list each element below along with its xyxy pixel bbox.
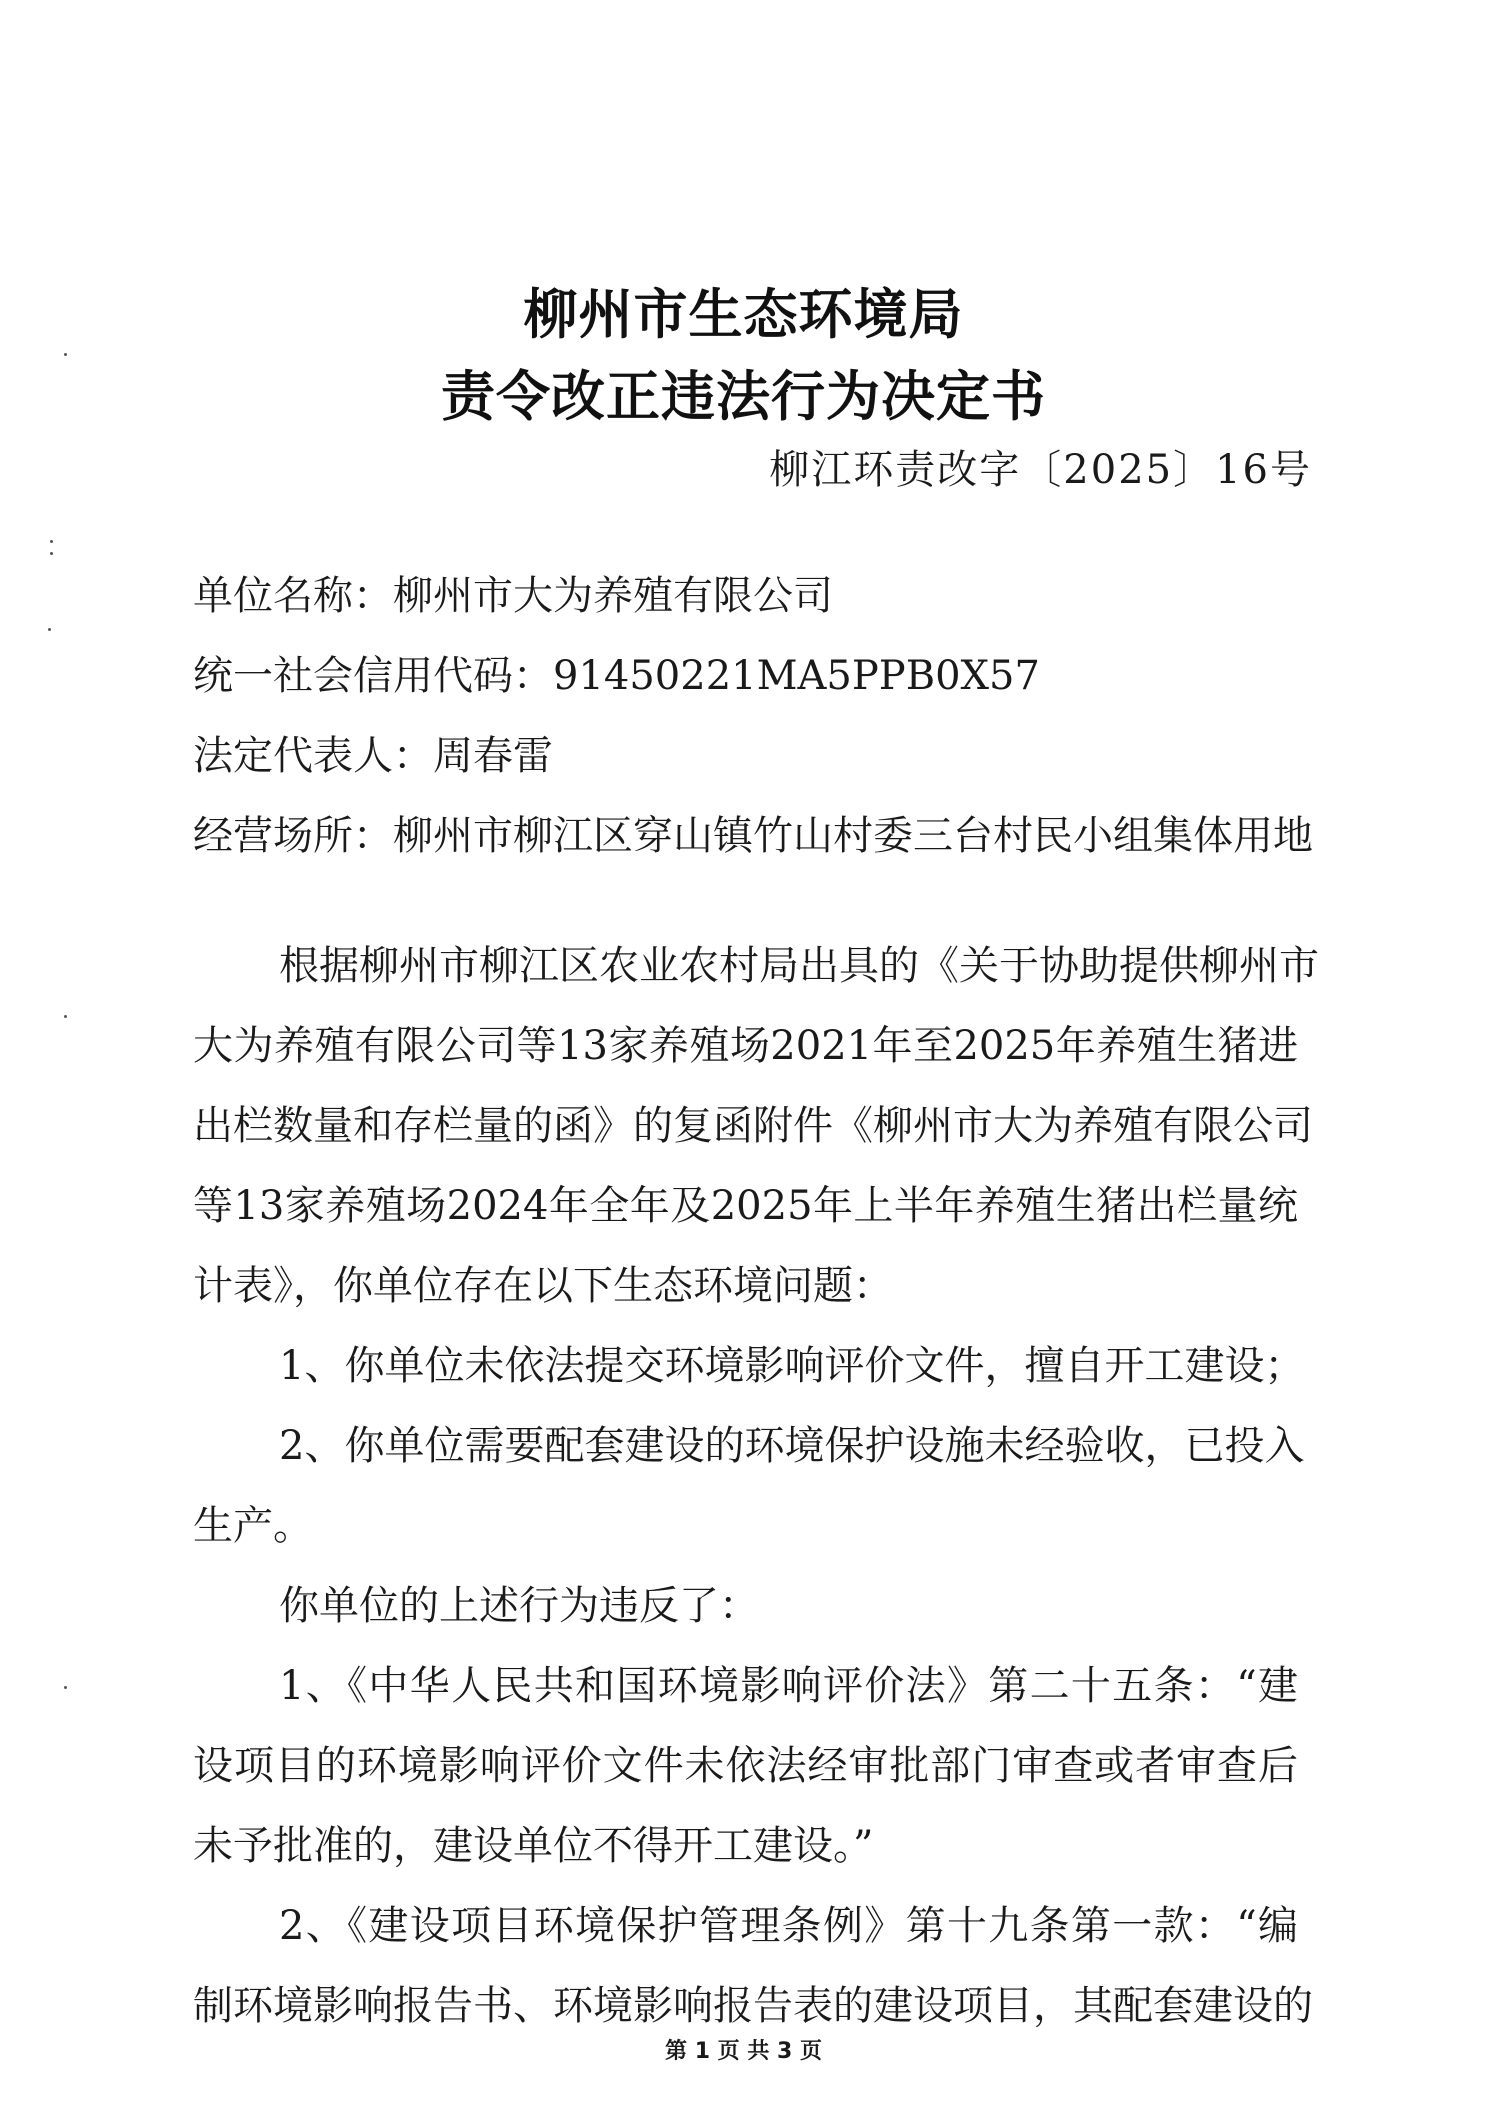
scan-mark bbox=[64, 1015, 67, 1018]
document-title-line2: 责令改正违法行为决定书 bbox=[441, 365, 1046, 428]
issue-item-2-cont: 生产。 bbox=[193, 1503, 313, 1549]
page-number: 第 1 页 共 3 页 bbox=[665, 2039, 822, 2064]
credit-code: 统一社会信用代码：91450221MA5PPB0X57 bbox=[193, 653, 1040, 699]
law-item-1-cont: 设项目的环境影响评价文件未依法经审批部门审查或者审查后 bbox=[193, 1743, 1298, 1789]
violation-intro: 你单位的上述行为违反了： bbox=[279, 1583, 759, 1629]
paragraph-line: 大为养殖有限公司等13家养殖场2021年至2025年养殖生猪进 bbox=[193, 1023, 1298, 1069]
document-title-line1: 柳州市生态环境局 bbox=[523, 283, 964, 346]
scan-mark bbox=[50, 552, 53, 555]
document-number: 柳江环责改字〔2025〕16号 bbox=[769, 447, 1312, 493]
law-item-1-cont: 未予批准的，建设单位不得开工建设。” bbox=[193, 1823, 874, 1869]
issue-item-1: 1、你单位未依法提交环境影响评价文件，擅自开工建设； bbox=[279, 1343, 1305, 1389]
scan-mark bbox=[64, 1686, 67, 1689]
law-item-2-cont: 制环境影响报告书、环境影响报告表的建设项目，其配套建设的 bbox=[193, 1983, 1313, 2029]
paragraph-line: 计表》，你单位存在以下生态环境问题： bbox=[193, 1263, 893, 1309]
unit-name: 单位名称：柳州市大为养殖有限公司 bbox=[193, 573, 833, 619]
business-location: 经营场所：柳州市柳江区穿山镇竹山村委三台村民小组集体用地 bbox=[193, 813, 1313, 859]
paragraph-line: 出栏数量和存栏量的函》的复函附件《柳州市大为养殖有限公司 bbox=[193, 1103, 1313, 1149]
law-item-1: 1、《中华人民共和国环境影响评价法》第二十五条：“建 bbox=[279, 1663, 1298, 1709]
law-item-2: 2、《建设项目环境保护管理条例》第十九条第一款：“编 bbox=[279, 1903, 1298, 1949]
paragraph-line: 等13家养殖场2024年全年及2025年上半年养殖生猪出栏量统 bbox=[193, 1183, 1298, 1229]
scan-mark bbox=[48, 628, 51, 631]
issue-item-2: 2、你单位需要配套建设的环境保护设施未经验收，已投入 bbox=[279, 1423, 1305, 1469]
paragraph-line: 根据柳州市柳江区农业农村局出具的《关于协助提供柳州市 bbox=[279, 943, 1319, 989]
scan-mark bbox=[50, 540, 53, 543]
legal-representative: 法定代表人：周春雷 bbox=[193, 733, 553, 779]
